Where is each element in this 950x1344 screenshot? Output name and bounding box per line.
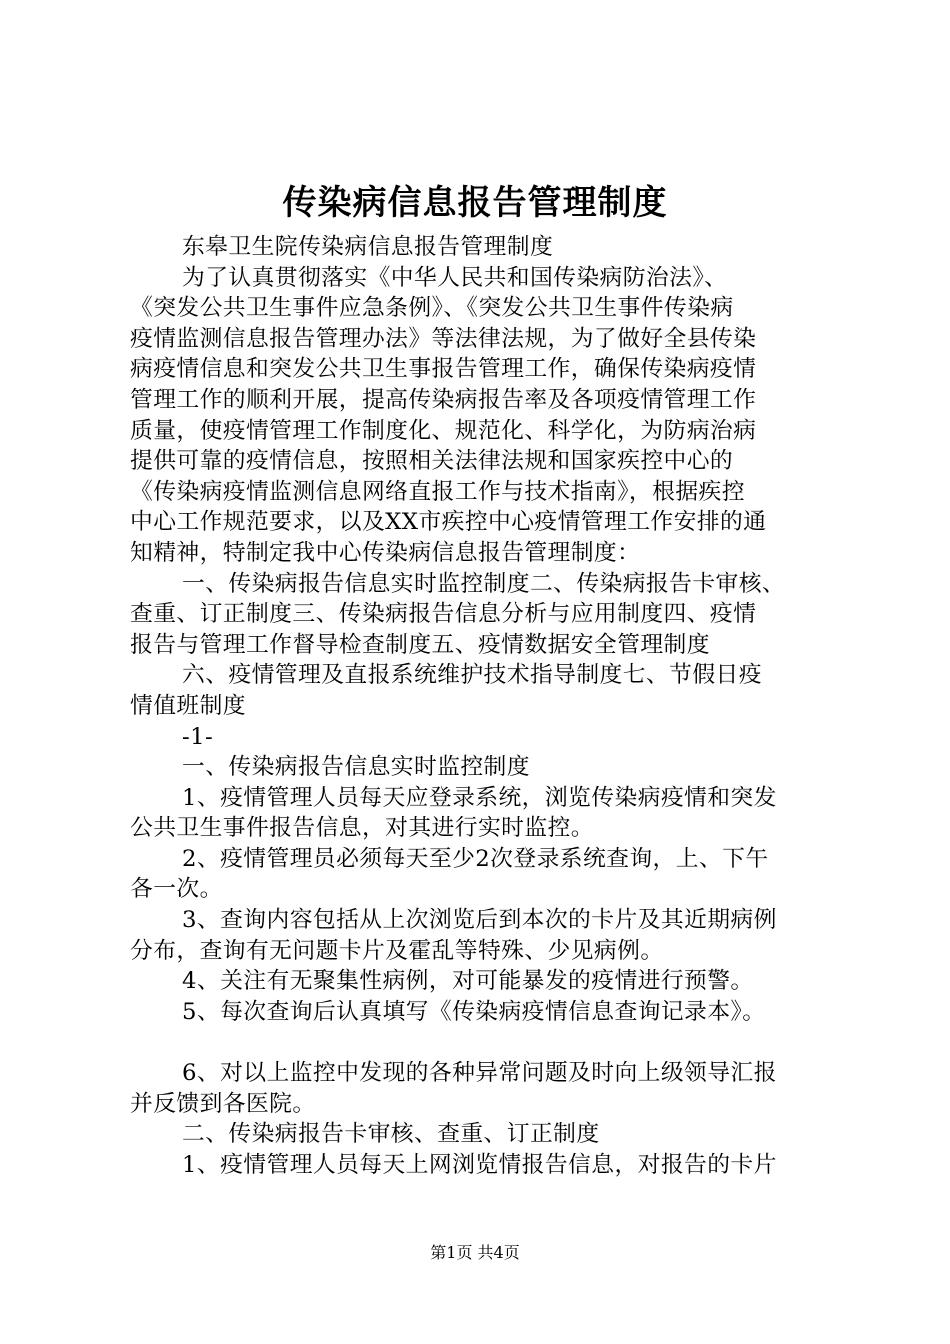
document-line: 4、关注有无聚集性病例，对可能暴发的疫情进行预警。 [182,968,754,995]
document-line: -1- [182,723,214,750]
document-line: 6、对以上监控中发现的各种异常问题及时向上级领导汇报 [182,1060,777,1087]
document-line: 各一次。 [130,876,223,903]
document-line: 病疫情信息和突发公共卫生事报告管理工作，确保传染病疫情 [130,356,757,383]
document-line: 六、疫情管理及直报系统维护技术指导制度七、节假日疫 [182,662,762,689]
document-line: 情值班制度 [130,692,246,719]
document-line: 公共卫生事件报告信息，对其进行实时监控。 [130,815,594,842]
document-line: 质量，使疫情管理工作制度化、规范化、科学化，为防病治病 [130,417,757,444]
document-line: 《传染病疫情监测信息网络直报工作与技术指南》，根据疾控 [130,478,745,505]
document-line: 2、疫情管理员必须每天至少2次登录系统查询，上、下午 [182,845,769,872]
document-line: 并反馈到各医院。 [130,1090,316,1117]
document-line: 一、传染病报告信息实时监控制度二、传染病报告卡审核、 [182,570,786,597]
document-body [130,232,830,1180]
document-title: 传染病信息报告管理制度 [282,183,668,223]
document-line: 管理工作的顺利开展，提高传染病报告率及各项疫情管理工作 [130,386,757,413]
document-line: 5、每次查询后认真填写《传染病疫情信息查询记录本》。 [182,998,766,1025]
document-line: 查重、订正制度三、传染病报告信息分析与应用制度四、疫情 [130,601,757,628]
document-line: 中心工作规范要求，以及XX市疾控中心疫情管理工作安排的通 [130,509,767,536]
document-line: 分布，查询有无问题卡片及霍乱等特殊、少见病例。 [130,937,664,964]
document-line: 二、传染病报告卡审核、查重、订正制度 [182,1121,600,1148]
page-footer: 第1页 共4页 [430,1243,520,1262]
document-line: 1、疫情管理人员每天应登录系统，浏览传染病疫情和突发 [182,784,777,811]
document-line: 《突发公共卫生事件应急条例》、《突发公共卫生事件传染病 [130,295,734,322]
document-line: 疫情监测信息报告管理办法》等法律法规，为了做好全县传染 [130,325,757,352]
document-line: 一、传染病报告信息实时监控制度 [182,754,530,781]
document-line: 报告与管理工作督导检查制度五、疫情数据安全管理制度 [130,631,710,658]
document-line: 提供可靠的疫情信息，按照相关法律法规和国家疾控中心的 [130,448,734,475]
document-line: 东皋卫生院传染病信息报告管理制度 [182,234,554,260]
document-line: 1、疫情管理人员每天上网浏览情报告信息，对报告的卡片 [182,1151,777,1178]
document-line: 3、查询内容包括从上次浏览后到本次的卡片及其近期病例 [182,907,777,934]
document-line [130,1027,830,1058]
document-line: 为了认真贯彻落实《中华人民共和国传染病防治法》、 [182,264,728,291]
document-line: 知精神，特制定我中心传染病信息报告管理制度： [130,539,641,566]
